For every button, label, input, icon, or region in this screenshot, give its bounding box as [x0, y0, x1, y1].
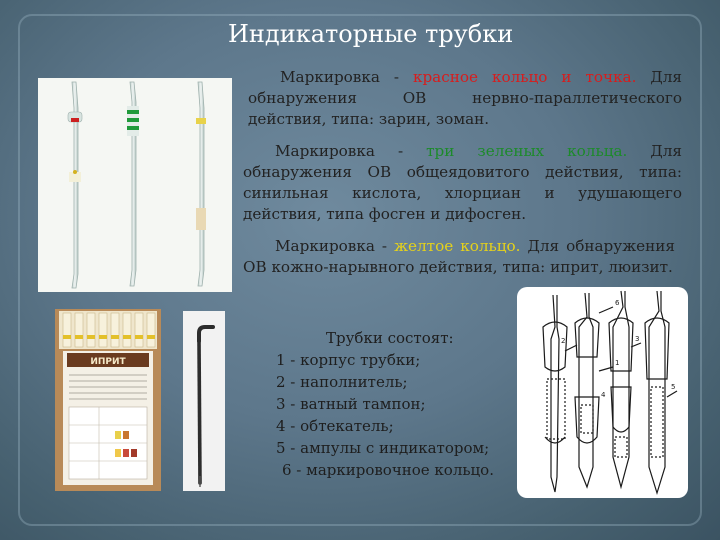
marking-red-paragraph	[248, 67, 682, 130]
svg-text:1: 1	[615, 359, 620, 367]
svg-text:2: 2	[561, 337, 566, 345]
composition-title: Трубки состоят:	[326, 329, 454, 347]
marking-description: Для обнаружения ОВ нервно-параллетического действия, типа: зарин, зоман.	[248, 68, 682, 128]
marking-description: Для обнаружения ОВ кожно-нарывного действия, типа: иприт, люизит.	[243, 237, 675, 276]
svg-text:5: 5	[671, 383, 676, 391]
composition-item: 4 - обтекатель;	[276, 417, 394, 435]
marking-lead-text: Маркировка -	[280, 68, 413, 86]
composition-list	[276, 327, 494, 481]
marking-red-text: красное кольцо и точка.	[412, 68, 637, 86]
tube-red-marked	[68, 82, 82, 288]
test-kit-photo	[55, 309, 161, 491]
composition-item: 6 - маркировочное кольцо.	[282, 461, 494, 479]
marking-green-paragraph	[243, 141, 682, 225]
slide-title: Индикаторные трубки	[228, 20, 514, 48]
composition-item: 1 - корпус трубки;	[276, 351, 421, 369]
marking-green-text: три зеленых кольца.	[426, 142, 628, 160]
tube-structure-diagram	[517, 287, 688, 498]
diagram-tube-a	[543, 295, 567, 492]
svg-text:3: 3	[635, 335, 640, 343]
kit-label-text: ИПРИТ	[90, 357, 126, 367]
marking-yellow-text: желтое кольцо.	[394, 237, 521, 255]
marking-lead-text: Маркировка -	[275, 142, 427, 160]
tube-green-marked	[127, 82, 139, 286]
indicator-tubes-photo	[38, 78, 232, 292]
tube-yellow-marked	[196, 82, 206, 286]
marking-description: Для обнаружения ОВ общеядовитого действия, типа: синильная кислота, хлорциан и удушающего действия, типа фосген и дифосген.	[243, 142, 682, 223]
svg-text:4: 4	[601, 391, 606, 399]
svg-text:6: 6	[615, 299, 620, 307]
marking-lead-text: Маркировка -	[275, 237, 395, 255]
composition-item: 2 - наполнитель;	[276, 373, 408, 391]
diagram-tube-b	[575, 293, 599, 487]
tube-opener-photo	[183, 311, 225, 491]
diagram-tube-d	[645, 291, 669, 493]
marking-yellow-paragraph	[243, 236, 675, 278]
diagram-tube-c	[609, 291, 633, 487]
composition-item: 5 - ампулы с индикатором;	[276, 439, 490, 457]
composition-item: 3 - ватный тампон;	[276, 395, 426, 413]
